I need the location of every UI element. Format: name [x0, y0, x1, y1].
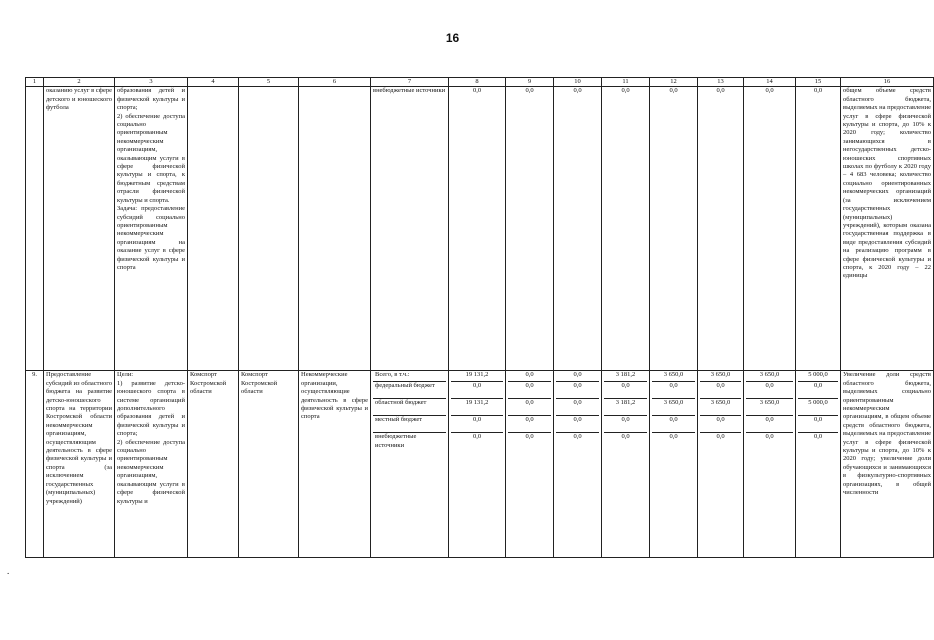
amount-cell: 0,0 — [602, 87, 650, 371]
expected-result: общем объеме средств областного бюджета, выделяемых на предоставление услуг в сфере физической культуры и спорта, до 10% к 2020 году; количество занимающихся в негосударственных детско-юношеских спортивных школах по футболу к 2020 году – 4 683 человека; количество социально ориентированных некоммерческих организаций (за исключением государственных (муниципальных) учреждений), которым оказана государственная поддержка в виде предоставления субсидий на реализацию программ в сфере физической культуры и спорта, к 2020 году – 22 единицы — [841, 87, 934, 371]
column-number: 12 — [650, 78, 698, 87]
amount-cell: 0,0 — [554, 87, 602, 371]
column-number: 4 — [188, 78, 239, 87]
funding-source: областной бюджет — [373, 399, 446, 416]
column-number: 7 — [371, 78, 449, 87]
amount-cell: 0,0 — [700, 382, 741, 399]
column-number: 2 — [44, 78, 115, 87]
row-number — [26, 87, 44, 371]
coexecutor — [239, 87, 299, 371]
amount-stack — [650, 371, 698, 558]
column-number: 11 — [602, 78, 650, 87]
funding-source: местный бюджет — [373, 416, 446, 433]
amount-cell: 5 000,0 — [798, 371, 838, 382]
amount-cell: 3 650,0 — [700, 371, 741, 382]
amount-cell: 0,0 — [652, 416, 695, 433]
amount-cell: 0,0 — [604, 416, 647, 433]
amount-cell: 5 000,0 — [798, 399, 838, 416]
amount-stack — [744, 371, 796, 558]
amount-cell: 19 131,2 — [451, 399, 503, 416]
amount-cell: 0,0 — [604, 382, 647, 399]
amount-cell: 0,0 — [698, 87, 744, 371]
amount-cell: 3 650,0 — [652, 371, 695, 382]
amount-cell: 3 650,0 — [746, 371, 793, 382]
funding-source: Всего, в т.ч.: — [373, 371, 446, 382]
amount-cell: 0,0 — [716, 433, 725, 441]
amount-cell: 0,0 — [700, 416, 741, 433]
amount-cell: 0,0 — [746, 382, 793, 399]
amount-cell: 0,0 — [650, 87, 698, 371]
funding-source: внебюджетные источники — [371, 87, 449, 371]
amount-cell: 0,0 — [669, 433, 678, 441]
amount-stack — [796, 371, 841, 558]
amount-stack — [449, 371, 506, 558]
measure-name: Предоставление субсидий из областного бюджета на развитие детско-юношеского спорта на территории Костромской области некоммерческим организациям, осуществляющим деятельность в сфере физической культуры и спорта (за исключением государственных (муниципальных) учреждений) — [44, 371, 115, 558]
amount-cell: 3 181,2 — [604, 371, 647, 382]
column-number: 5 — [239, 78, 299, 87]
column-number: 16 — [841, 78, 934, 87]
column-number: 6 — [299, 78, 371, 87]
measure-name: оказанию услуг в сфере детского и юношеского футбола — [44, 87, 115, 371]
page-number: 16 — [445, 31, 460, 45]
table-row — [26, 87, 934, 371]
amount-cell: 0,0 — [506, 87, 554, 371]
column-number: 8 — [449, 78, 506, 87]
responsible-executor — [188, 87, 239, 371]
stray-mark: . — [7, 566, 10, 576]
amount-stack — [554, 371, 602, 558]
column-number: 9 — [506, 78, 554, 87]
coexecutor: Комспорт Костромской области — [239, 371, 299, 558]
column-number-row — [26, 78, 934, 87]
amount-cell: 0,0 — [765, 433, 774, 441]
amount-cell: 0,0 — [798, 416, 838, 433]
participants: Некоммерческие организации, осуществляющие деятельность в сфере физической культуры и спорта — [299, 371, 371, 558]
amount-cell: 3 650,0 — [652, 399, 695, 416]
column-number: 14 — [744, 78, 796, 87]
amount-cell: 0,0 — [508, 416, 551, 433]
column-number: 10 — [554, 78, 602, 87]
row-number: 9. — [26, 371, 44, 558]
amount-stack — [698, 371, 744, 558]
goals-tasks: образования детей и физической культуры и спорта; 2) обеспечение доступа социально ориентированным некоммерческим организациям, оказывающим услуги в сфере физической культуры и спорта, к бюджетным средствам отрасли физической культуры и спорта. Задача: предоставление субсидий социально ориентированным некоммерческим организациям на оказание услуг в сфере физической культуры и спорта — [115, 87, 188, 371]
column-number: 3 — [115, 78, 188, 87]
amount-cell: 0,0 — [744, 87, 796, 371]
amount-cell: 0,0 — [556, 399, 599, 416]
amount-cell: 0,0 — [573, 433, 582, 441]
amount-cell: 0,0 — [525, 433, 534, 441]
column-number: 1 — [26, 78, 44, 87]
amount-stack — [506, 371, 554, 558]
responsible-executor: Комспорт Костромской области — [188, 371, 239, 558]
amount-cell: 0,0 — [472, 433, 482, 441]
expected-result: Увеличение доли средств областного бюджета, выделяемых социально ориентированным некоммерческим организациям, в общем объеме средств областного бюджета, выделяемых на предоставление услуг в сфере физической культуры и спорта, до 10% к 2020 году; увеличение доли обучающихся и занимающихся в физкультурно-спортивных организациях, в общей численности — [841, 371, 934, 558]
amount-cell: 0,0 — [652, 382, 695, 399]
amount-cell: 3 650,0 — [700, 399, 741, 416]
amount-cell: 0,0 — [508, 399, 551, 416]
funding-source: федеральный бюджет — [373, 382, 446, 399]
column-number: 15 — [796, 78, 841, 87]
amount-cell: 0,0 — [508, 382, 551, 399]
amount-cell: 0,0 — [798, 382, 838, 399]
table-row — [26, 371, 934, 558]
amount-cell: 3 650,0 — [746, 399, 793, 416]
column-number: 13 — [698, 78, 744, 87]
amount-cell: 19 131,2 — [451, 371, 503, 382]
amount-cell: 0,0 — [813, 433, 823, 441]
amount-cell: 0,0 — [621, 433, 630, 441]
amount-cell: 0,0 — [556, 382, 599, 399]
amount-cell: 0,0 — [796, 87, 841, 371]
goals-tasks: Цели: 1) развитие детско-юношеского спорта в системе организаций дополнительного образования детей и физической культуры и спорта; 2) обеспечение доступа социально ориентированным некоммерческим организациям, оказывающим услуги в сфере физической культуры и — [115, 371, 188, 558]
funding-source-stack — [371, 371, 449, 558]
amount-cell: 0,0 — [746, 416, 793, 433]
amount-cell: 0,0 — [508, 371, 551, 382]
participants — [299, 87, 371, 371]
program-measures-table — [25, 77, 934, 558]
amount-cell: 0,0 — [451, 416, 503, 433]
amount-cell: 0,0 — [556, 371, 599, 382]
amount-cell: 3 181,2 — [604, 399, 647, 416]
funding-source: внебюджетные источники — [375, 433, 417, 449]
amount-cell: 0,0 — [451, 382, 503, 399]
amount-stack — [602, 371, 650, 558]
amount-cell: 0,0 — [556, 416, 599, 433]
amount-cell: 0,0 — [449, 87, 506, 371]
